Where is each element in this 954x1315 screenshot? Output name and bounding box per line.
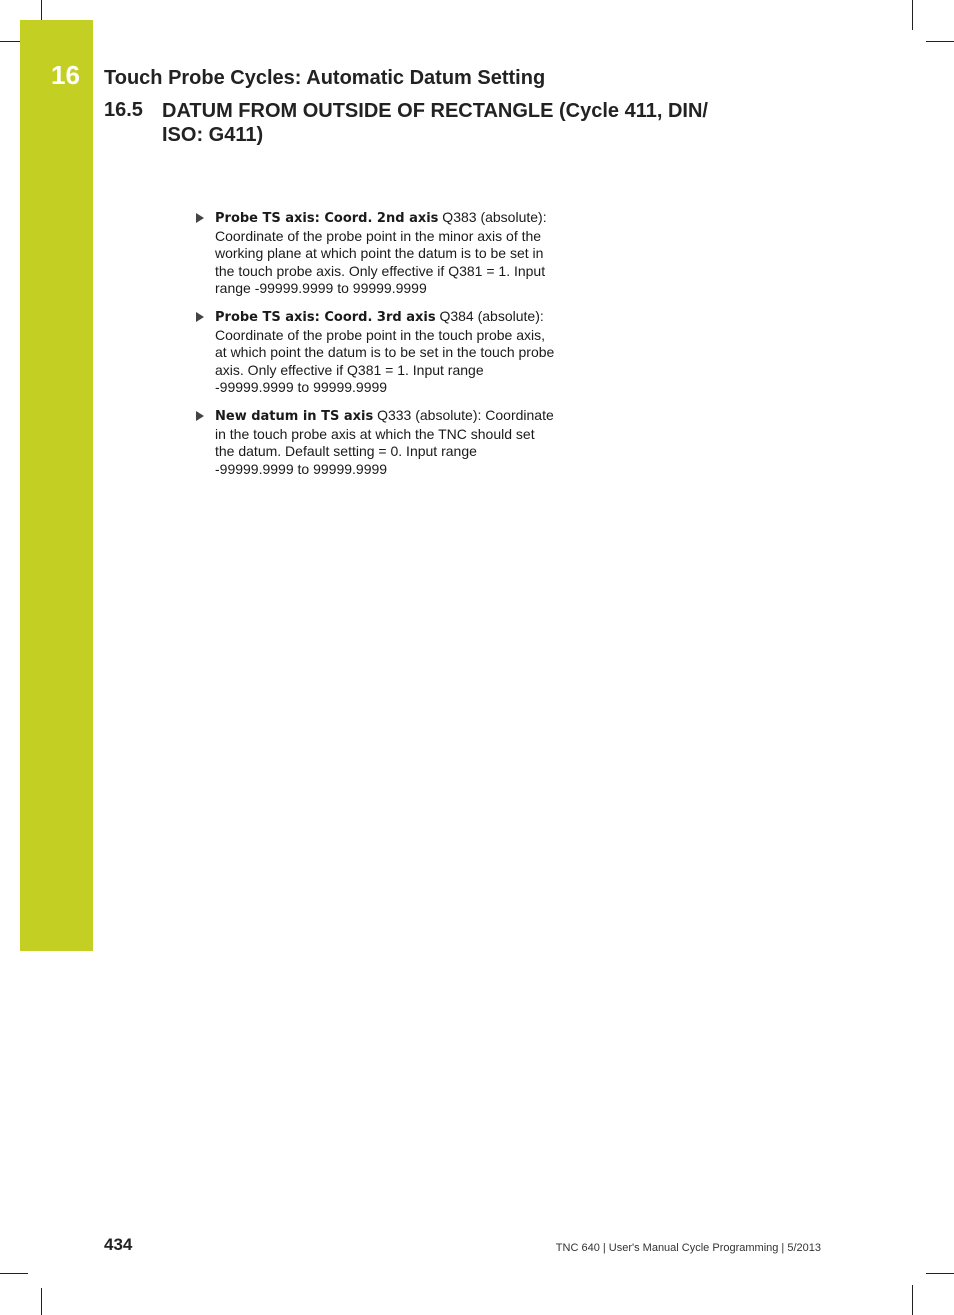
section-number: 16.5 xyxy=(104,99,143,121)
parameter-name: New datum in TS axis xyxy=(215,408,374,424)
crop-mark xyxy=(0,1273,28,1274)
section-title: DATUM FROM OUTSIDE OF RECTANGLE (Cycle 411, DIN/ ISO: G411) xyxy=(162,100,708,146)
crop-mark xyxy=(912,0,913,30)
parameter-description: Q383 (absolute): Coordinate of the probe point in the minor axis of the working plane at which point the datum is to be set in the touch probe axis. Only effective if Q381 = 1. Input range -99999.9999 to 99999.9999 xyxy=(215,209,547,297)
list-item xyxy=(195,209,557,298)
footer-doc-info: TNC 640 | User's Manual Cycle Programming | 5/2013 xyxy=(555,1242,821,1254)
crop-mark xyxy=(41,0,42,20)
triangle-bullet-icon xyxy=(196,411,204,421)
triangle-bullet-icon xyxy=(196,312,204,322)
crop-mark xyxy=(912,1285,913,1315)
chapter-side-band xyxy=(20,20,93,951)
crop-mark xyxy=(926,41,954,42)
list-item xyxy=(195,308,557,397)
page-number: 434 xyxy=(104,1235,133,1254)
parameter-description: Q333 (absolute): Coordinate in the touch probe axis at which the TNC should set the datum. Default setting = 0. Input range -99999.9999 to 99999.9999 xyxy=(215,406,554,477)
triangle-bullet-icon xyxy=(196,213,204,223)
chapter-title: Touch Probe Cycles: Automatic Datum Setting xyxy=(104,67,546,89)
parameter-name: Probe TS axis: Coord. 2nd axis xyxy=(215,211,439,226)
list-item xyxy=(195,407,557,478)
crop-mark xyxy=(0,41,20,42)
crop-mark xyxy=(41,1288,42,1315)
chapter-number: 16 xyxy=(51,60,80,90)
crop-mark xyxy=(926,1273,954,1274)
parameter-name: Probe TS axis: Coord. 3rd axis xyxy=(215,309,436,325)
parameter-description: Q384 (absolute): Coordinate of the probe point in the touch probe axis, at which point the datum is to be set in the touch probe axis. Only effective if Q381 = 1. Input range -99999.9999 to 99999.9999 xyxy=(215,307,555,396)
parameter-list xyxy=(195,209,557,488)
